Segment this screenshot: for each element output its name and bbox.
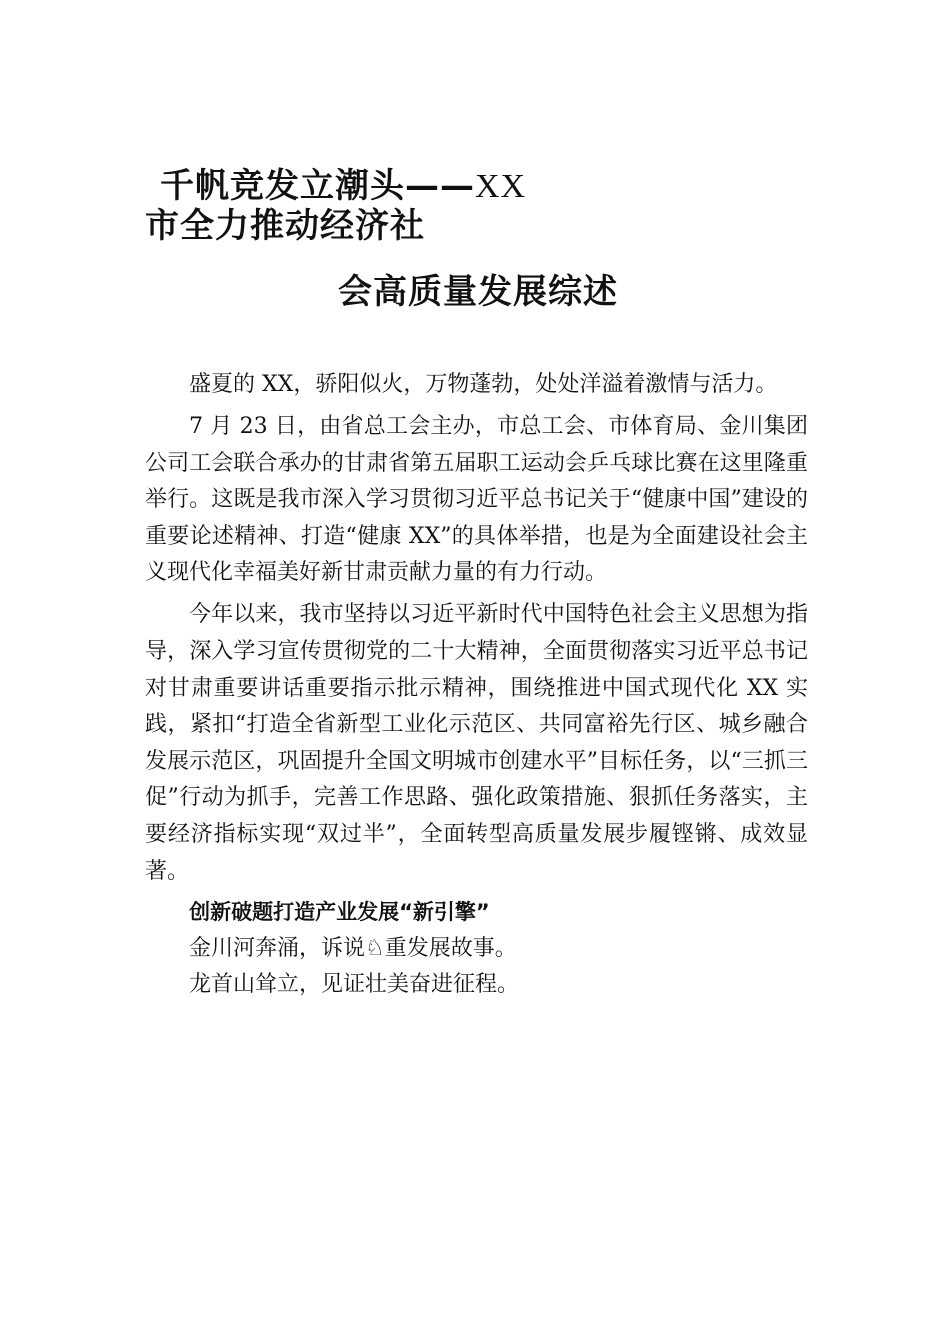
section-heading: 创新破题打造产业发展“新引擎” xyxy=(189,900,490,925)
article-body xyxy=(145,367,808,1004)
paragraph-event: 7 月 23 日，由省总工会主办，市总工会、市体育局、金川集团公司工会联合承办的甘肃省第五届职工运动会乒乓球比赛在这里隆重举行。这既是我市深入学习贯彻习近平总书记关于“健康中国”建设的重要论述精神、打造“健康 XX”的具体举措，也是为全面建设社会主义现代化幸福美好新甘肃贡献力量的有力行动。 xyxy=(145,413,808,586)
title-line-1-chinese: 千帆竞发立潮头—— xyxy=(160,166,475,206)
section-line-2: 龙首山耸立，见证壮美奋进征程。 xyxy=(189,972,520,998)
title-line-3: 会高质量发展综述 xyxy=(338,272,618,312)
title-line-1-xx: XX xyxy=(475,168,527,205)
title-line-1 xyxy=(160,166,526,207)
section-line-1: 金川河奔涌，诉说♘重发展故事。 xyxy=(189,935,517,961)
paragraph-summary: 今年以来，我市坚持以习近平新时代中国特色社会主义思想为指导，深入学习宣传贯彻党的二十大精神，全面贯彻落实习近平总书记对甘肃重要讲话重要指示批示精神，围绕推进中国式现代化 XX 实践，紧扣“打造全省新型工业化示范区、共同富裕先行区、城乡融合发展示范区，巩固提升全国文明城市创建水平”目标任务，以“三抓三促”行动为抓手，完善工作思路、强化政策措施、狠抓任务落实，主要经济指标实现“双过半”，全面转型高质量发展步履铿锵、成效显著。 xyxy=(145,602,808,884)
paragraph-intro: 盛夏的 XX，骄阳似火，万物蓬勃，处处洋溢着激情与活力。 xyxy=(189,372,778,397)
title-line-2: 市全力推动经济社 xyxy=(145,206,425,246)
